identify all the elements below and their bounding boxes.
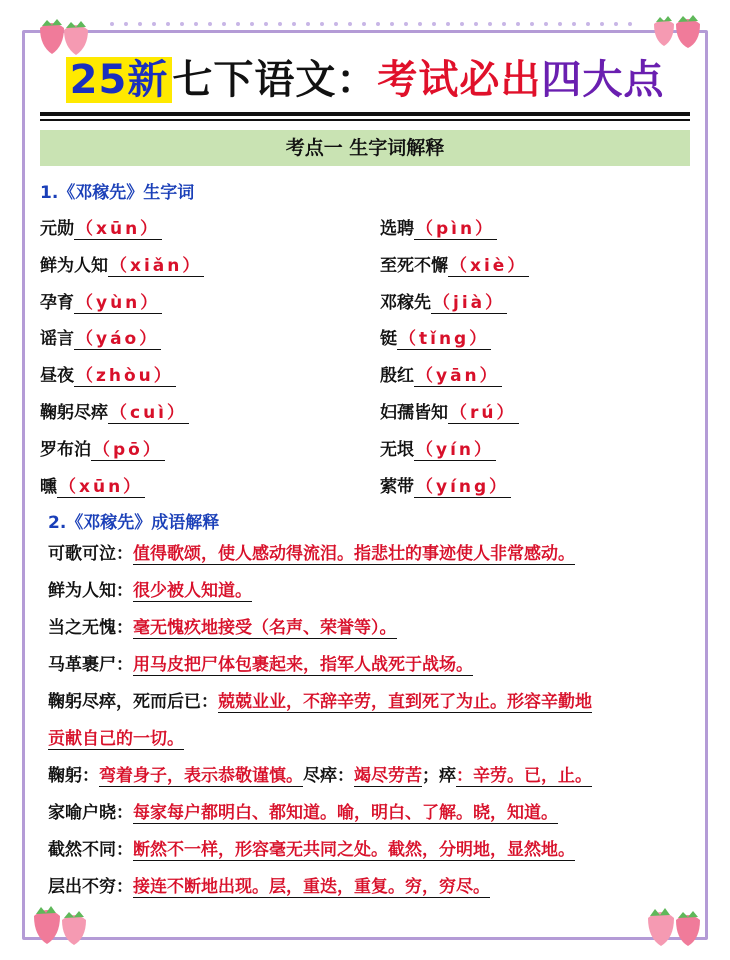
title-highlight: 25新 [66,57,173,103]
idiom-definition: 兢兢业业，不辞辛劳，直到死了为止。形容辛勤地 [218,692,592,712]
vocab-word: 邓稼先 [380,293,431,313]
vocab-item [40,472,145,497]
idiom-term: 家喻户晓： [48,803,133,823]
vocab-pinyin: （yān） [416,366,500,386]
idiom-term: 鞠躬尽瘁，死而后已： [48,692,218,712]
vocab-pinyin: （jià） [433,293,506,313]
idiom-definition: 接连不断地出现。层，重迭，重复。穷，穷尽。 [133,877,490,897]
vocab-word: 鲜为人知 [40,256,108,276]
vocab-pinyin: （xiǎn） [110,256,203,276]
vocab-word: 铤 [380,329,397,349]
vocab-word: 妇孺皆知 [380,403,448,423]
idiom-row [48,801,558,825]
section2-heading: 2.《邓稼先》成语解释 [48,513,220,533]
idiom-row [48,690,592,714]
vocab-word: 选聘 [380,219,414,239]
idiom-definition: ：辛劳。已，止。 [456,766,592,786]
idiom-term: 鞠躬： [48,766,99,786]
idiom-definition: 断然不一样，形容毫无共同之处。截然，分明地，显然地。 [133,840,575,860]
title-rule-thick [40,112,690,116]
idiom-term: 马革裹尸： [48,655,133,675]
idiom-row [48,616,397,640]
idiom-term: 鲜为人知： [48,581,133,601]
vocab-word: 谣言 [40,329,74,349]
vocab-pinyin: （zhòu） [76,366,174,386]
idiom-definition: 很少被人知道。 [133,581,252,601]
vocab-item [380,288,507,313]
vocab-word: 萦带 [380,477,414,497]
vocab-pinyin: （pìn） [416,219,496,239]
strawberry-icon [650,12,706,48]
vocab-pinyin: （xūn） [59,477,144,497]
section-banner: 考点一 生字词解释 [40,130,690,166]
idiom-definition: 每家每户都明白、都知道。喻，明白、了解。晓，知道。 [133,803,558,823]
vocab-pinyin: （yáo） [76,329,160,349]
title-tail: 四大点 [541,57,665,103]
vocab-item [380,398,519,423]
vocab-word: 无垠 [380,440,414,460]
idiom-term: 当之无愧： [48,618,133,638]
vocab-item [380,435,496,460]
strawberry-icon [644,902,708,948]
vocab-pinyin: （pō） [93,440,163,460]
vocab-item [40,288,162,313]
idiom-row [48,727,184,751]
vocab-item [40,324,161,349]
title-subject: 七下语文： [172,57,378,103]
idiom-term: ；瘁 [422,766,456,786]
vocab-item [40,214,162,239]
idiom-row [48,542,575,566]
idiom-row [48,579,252,603]
vocab-pinyin: （yín） [416,440,495,460]
vocab-pinyin: （yíng） [416,477,510,497]
vocab-pinyin: （xiè） [450,256,528,276]
section1-heading: 1.《邓稼先》生字词 [40,183,195,203]
page-title [0,52,730,108]
vocab-item [40,251,204,276]
vocab-word: 鞠躬尽瘁 [40,403,108,423]
title-rule-thin [40,119,690,121]
vocab-pinyin: （tǐng） [399,329,490,349]
idiom-definition: 用马皮把尸体包裹起来，指军人战死于战场。 [133,655,473,675]
vocab-pinyin: （cuì） [110,403,188,423]
vocab-word: 殷红 [380,366,414,386]
vocab-item [40,435,165,460]
idiom-definition: 贡献自己的一切。 [48,729,184,749]
vocab-item [40,361,176,386]
title-emphasis: 考试必出 [377,57,542,103]
idiom-definition: 弯着身子，表示恭敬谨慎。 [99,766,303,786]
idiom-definition: 毫无愧疚地接受（名声、荣誉等）。 [133,618,397,638]
vocab-word: 至死不懈 [380,256,448,276]
vocab-item [40,398,189,423]
idiom-term: 尽瘁： [303,766,354,786]
vocab-word: 孕育 [40,293,74,313]
vocab-pinyin: （rú） [450,403,517,423]
vocab-item [380,214,497,239]
vocab-item [380,324,491,349]
vocab-word: 元勋 [40,219,74,239]
vocab-pinyin: （yùn） [76,293,161,313]
idiom-definition: 竭尽劳苦 [354,766,422,786]
idiom-row [48,764,592,788]
vocab-item [380,251,529,276]
idiom-term: 可歌可泣： [48,544,133,564]
vocab-word: 罗布泊 [40,440,91,460]
vocab-pinyin: （xūn） [76,219,161,239]
vocab-item [380,361,502,386]
idiom-term: 层出不穷： [48,877,133,897]
vocab-word: 昼夜 [40,366,74,386]
idiom-row [48,838,575,862]
vocab-item [380,472,511,497]
idiom-term: 截然不同： [48,840,133,860]
strawberry-icon [30,900,94,946]
vocab-word: 曛 [40,477,57,497]
idiom-row [48,653,473,677]
strawberry-icon [34,14,94,56]
idiom-row [48,875,490,899]
idiom-definition: 值得歌颂，使人感动得流泪。指悲壮的事迹使人非常感动。 [133,544,575,564]
